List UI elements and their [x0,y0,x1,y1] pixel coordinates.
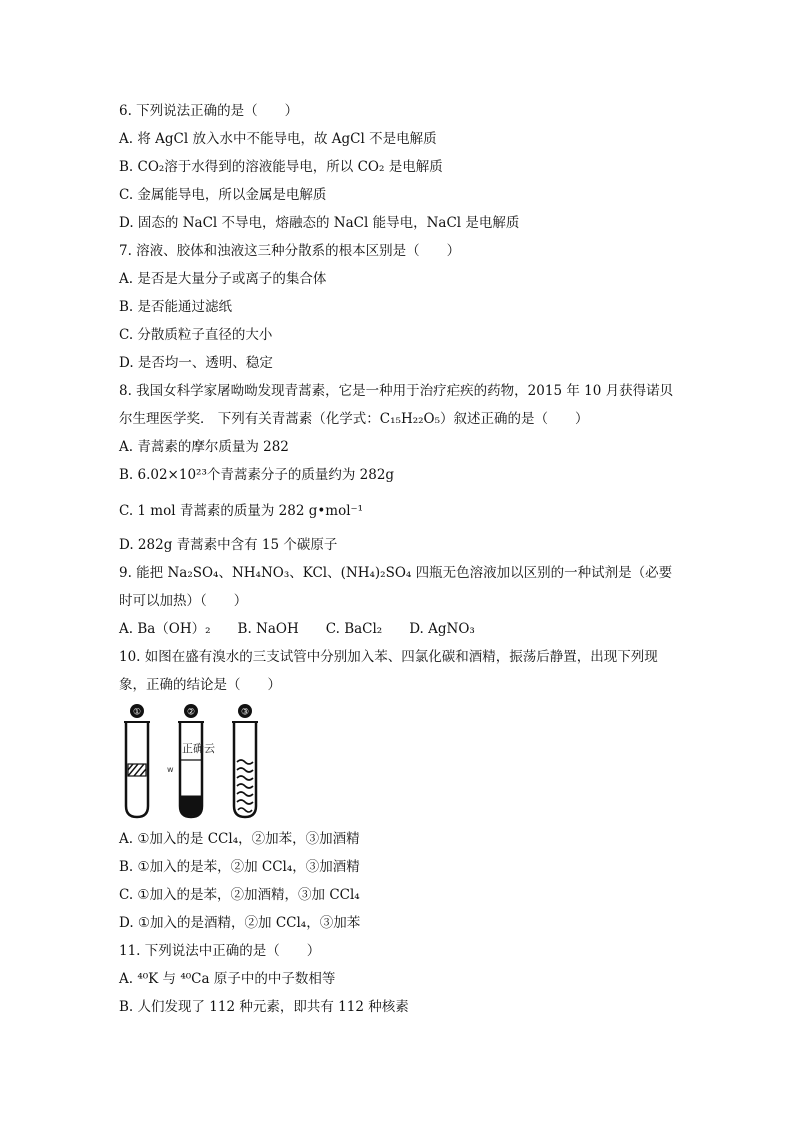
q7-stem: 7. 溶液、胶体和浊液这三种分散系的根本区别是（ ） [119,243,461,259]
tube-3-label: ③ [240,707,250,718]
q6-option-b: B. CO₂溶于水得到的溶液能导电，所以 CO₂ 是电解质 [119,159,443,175]
q10-option-c: C. ①加入的是苯，②加酒精，③加 CCl₄ [119,887,360,903]
q10-option-a: A. ①加入的是 CCl₄，②加苯，③加酒精 [119,831,360,847]
q7-option-a: A. 是否是大量分子或离子的集合体 [119,271,327,287]
q8-option-c: C. 1 mol 青蒿素的质量为 282 g•mol⁻¹ [119,503,364,519]
q8-option-b: B. 6.02×10²³个青蒿素分子的质量约为 282g [119,467,395,483]
q11-option-a: A. ⁴⁰K 与 ⁴⁰Ca 原子中的中子数相等 [119,971,336,987]
q9-stem-line2: 时可以加热）（ ） [119,593,248,609]
q7-option-b: B. 是否能通过滤纸 [119,299,233,315]
q10-stem-line2: 象，正确的结论是（ ） [119,677,281,693]
test-tube-3 [232,704,258,817]
q8-option-a: A. 青蒿素的摩尔质量为 282 [119,439,289,455]
q8-stem-line2: 尔生理医学奖． 下列有关青蒿素（化学式：C₁₅H₂₂O₅）叙述正确的是（ ） [119,411,589,427]
q8-option-d: D. 282g 青蒿素中含有 15 个碳原子 [119,537,338,553]
svg-text:w: w [167,765,174,774]
q10-option-d: D. ①加入的是酒精，②加 CCl₄，③加苯 [119,915,361,931]
q6-stem: 6. 下列说法正确的是（ ） [119,103,299,119]
q11-option-b: B. 人们发现了 112 种元素，即共有 112 种核素 [119,999,409,1015]
q6-option-c: C. 金属能导电，所以金属是电解质 [119,187,327,203]
test-tube-2 [167,704,215,817]
test-tubes-figure [117,702,267,822]
tube-2-label: ② [186,707,196,718]
q10-option-b: B. ①加入的是苯，②加 CCl₄，③加酒精 [119,859,360,875]
test-tube-1 [124,704,150,817]
tube-1-label: ① [132,707,142,718]
q8-stem-line1: 8. 我国女科学家屠呦呦发现青蒿素，它是一种用于治疗疟疾的药物，2015 年 10 月获得诺贝 [119,383,674,399]
q6-option-a: A. 将 AgCl 放入水中不能导电，故 AgCl 不是电解质 [119,131,437,147]
q9-stem-line1: 9. 能把 Na₂SO₄、NH₄NO₃、KCl、(NH₄)₂SO₄ 四瓶无色溶液加以区别的一种试剂是（必要 [119,565,673,581]
q7-option-d: D. 是否均一、透明、稳定 [119,355,273,371]
q11-stem: 11. 下列说法中正确的是（ ） [119,943,321,959]
q6-option-d: D. 固态的 NaCl 不导电，熔融态的 NaCl 能导电，NaCl 是电解质 [119,215,520,231]
q10-stem-line1: 10. 如图在盛有溴水的三支试管中分别加入苯、四氯化碳和酒精，振荡后静置，出现下列现 [119,649,658,665]
q7-option-c: C. 分散质粒子直径的大小 [119,327,273,343]
q9-options: A. Ba（OH）₂ B. NaOH C. BaCl₂ D. AgNO₃ [119,621,475,637]
figure-watermark: 正确云 [182,742,215,755]
